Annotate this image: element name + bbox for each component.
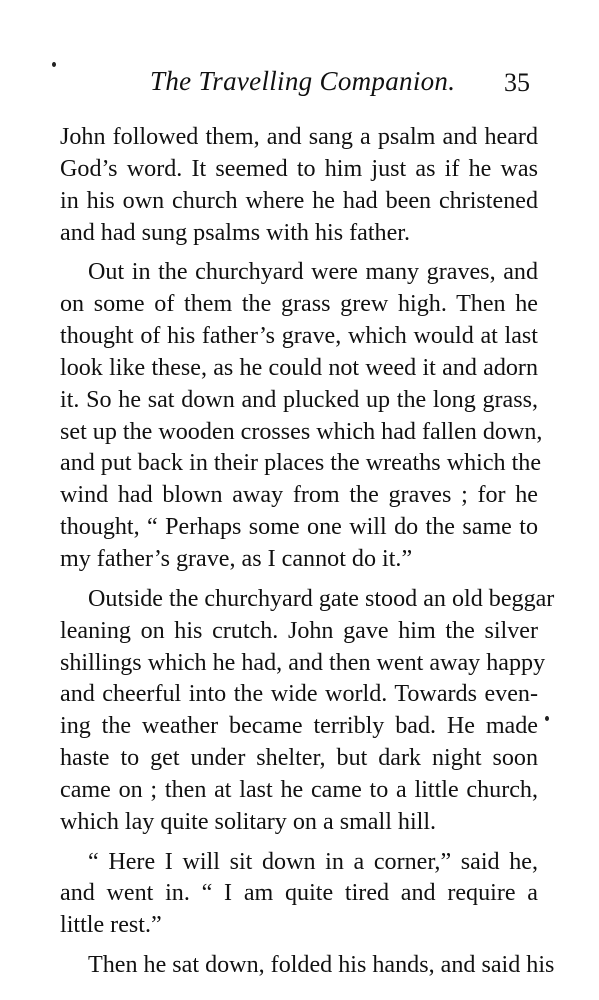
running-head <box>60 66 538 106</box>
paragraph <box>60 122 538 249</box>
text-line: little rest.” <box>60 912 162 939</box>
paragraph-gap <box>60 839 538 847</box>
text-line: ing the weather became terribly bad. He made <box>60 713 538 740</box>
text-line: “ Here I will sit down in a corner,” said he, <box>88 848 538 875</box>
text-line: thought, “ Perhaps some one will do the same to <box>60 514 538 541</box>
text-line: came on ; then at last he came to a little church, <box>60 776 538 803</box>
text-line: Then he sat down, folded his hands, and said his <box>88 952 555 979</box>
text-line: shillings which he had, and then went away happy <box>60 649 546 676</box>
body-text <box>60 122 555 982</box>
paragraph <box>60 584 555 839</box>
paragraph <box>60 257 543 575</box>
text-line: on some of them the grass grew high. Then he <box>60 291 538 318</box>
text-line: which lay quite solitary on a small hill. <box>60 808 437 835</box>
text-line: thought of his father’s grave, which would at last <box>60 323 538 350</box>
paragraph <box>60 950 555 982</box>
text-line: my father’s grave, as I cannot do it.” <box>60 545 413 572</box>
text-line: and put back in their places the wreaths which the <box>60 450 542 477</box>
ink-speck-mark <box>52 62 56 67</box>
text-line: wind had blown away from the graves ; for he <box>60 482 538 509</box>
paragraph-gap <box>60 249 538 257</box>
page-number: 35 <box>504 68 530 97</box>
text-line: Out in the churchyard were many graves, and <box>88 259 538 286</box>
text-line: look like these, as he could not weed it and adorn <box>60 354 538 381</box>
text-line: leaning on his crutch. John gave him the silver <box>60 617 538 644</box>
text-line: and went in. “ I am quite tired and require a <box>60 880 538 907</box>
text-line: John followed them, and sang a psalm and heard <box>60 124 538 150</box>
ink-speck-mark <box>545 716 549 721</box>
running-title: The Travelling Companion. <box>150 66 456 96</box>
text-line: it. So he sat down and plucked up the long grass, <box>60 386 538 413</box>
paragraph-gap <box>60 942 538 950</box>
text-line: set up the wooden crosses which had fallen down, <box>60 418 543 445</box>
text-line: and had sung psalms with his father. <box>60 219 410 246</box>
text-line: in his own church where he had been christened <box>60 187 538 214</box>
text-line: Outside the churchyard gate stood an old beggar <box>88 585 555 612</box>
paragraph <box>60 847 538 943</box>
text-line: God’s word. It seemed to him just as if he was <box>60 155 538 182</box>
text-line: and cheerful into the wide world. Towards even- <box>60 681 538 708</box>
text-line: haste to get under shelter, but dark night soon <box>60 745 538 772</box>
paragraph-gap <box>60 576 538 584</box>
